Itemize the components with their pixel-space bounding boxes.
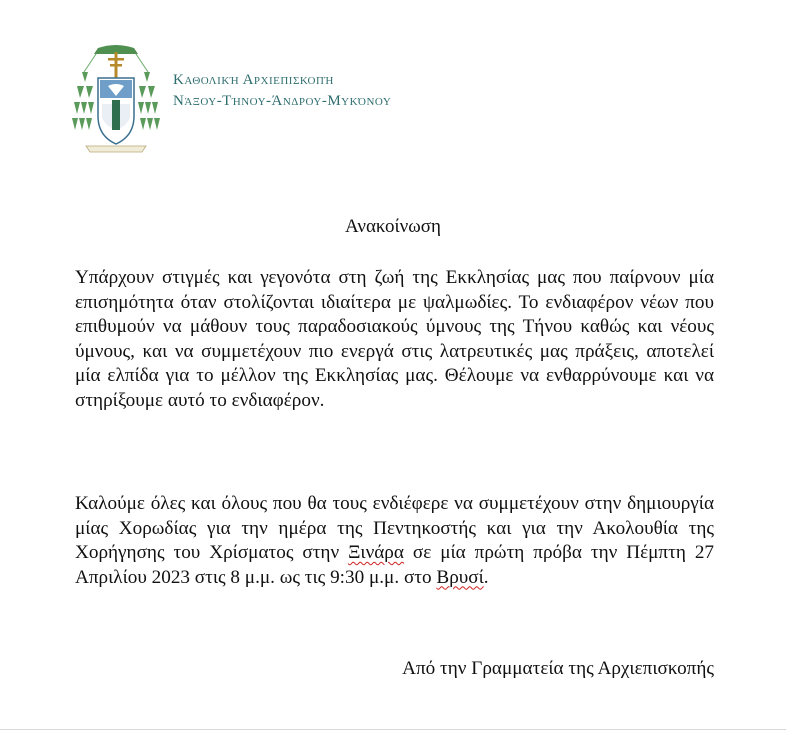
place-xinara: Ξινάρα: [348, 542, 404, 563]
place-vrysi: Βρυσί: [436, 566, 484, 588]
announcement-title: Ανακοίνωση: [345, 216, 441, 237]
coat-of-arms-icon: [68, 42, 164, 158]
paragraph-2-part-1: Καλούμε όλες και όλους που θα τους ενδιέφερε να συμμετέχουν στην δημιουργία μίας Χορωδίας για την ημέρα της Πεντηκοστής και για την Ακολουθία της Χορήγησης του Χρίσματος στην: [75, 493, 714, 563]
paragraph-2-part-2: σε μία πρώτη πρόβα την Πέμπτη 27 Απριλίου 2023 στις 8 μ.μ. ως τις 9:30 μ.μ. στο: [75, 542, 715, 588]
org-line-2: Νάξου-Τήνου-Άνδρου-Μυκόνου: [173, 93, 392, 109]
page-divider: [0, 729, 786, 730]
paragraph-2-part-3: .: [483, 566, 489, 588]
paragraph-2: [75, 492, 714, 590]
org-line-1: Καθολική Αρχιεπισκοπή: [173, 72, 334, 88]
signature: Από την Γραμματεία της Αρχιεπισκοπής: [402, 658, 714, 679]
paragraph-1: Υπάρχουν στιγμές και γεγονότα στη ζωή της Εκκλησίας μας που παίρνουν μία επισημότητα όταν στολίζονται ιδιαίτερα με ψαλμωδίες. Το ενδιαφέρον νέων που επιθυμούν να μάθουν τους παραδοσιακούς ύμνους της Τήνου καθώς και νέους ύμνους, και να συμμετέχουν πιο ενεργά στις λατρευτικές μας πράξεις, αποτελεί μία ελπίδα για το μέλλον της Εκκλησίας μας. Θέλουμε να ενθαρρύνουμε και να στηρίξουμε αυτό το ενδιαφέρον.: [75, 267, 714, 411]
organization-name: [173, 70, 391, 112]
